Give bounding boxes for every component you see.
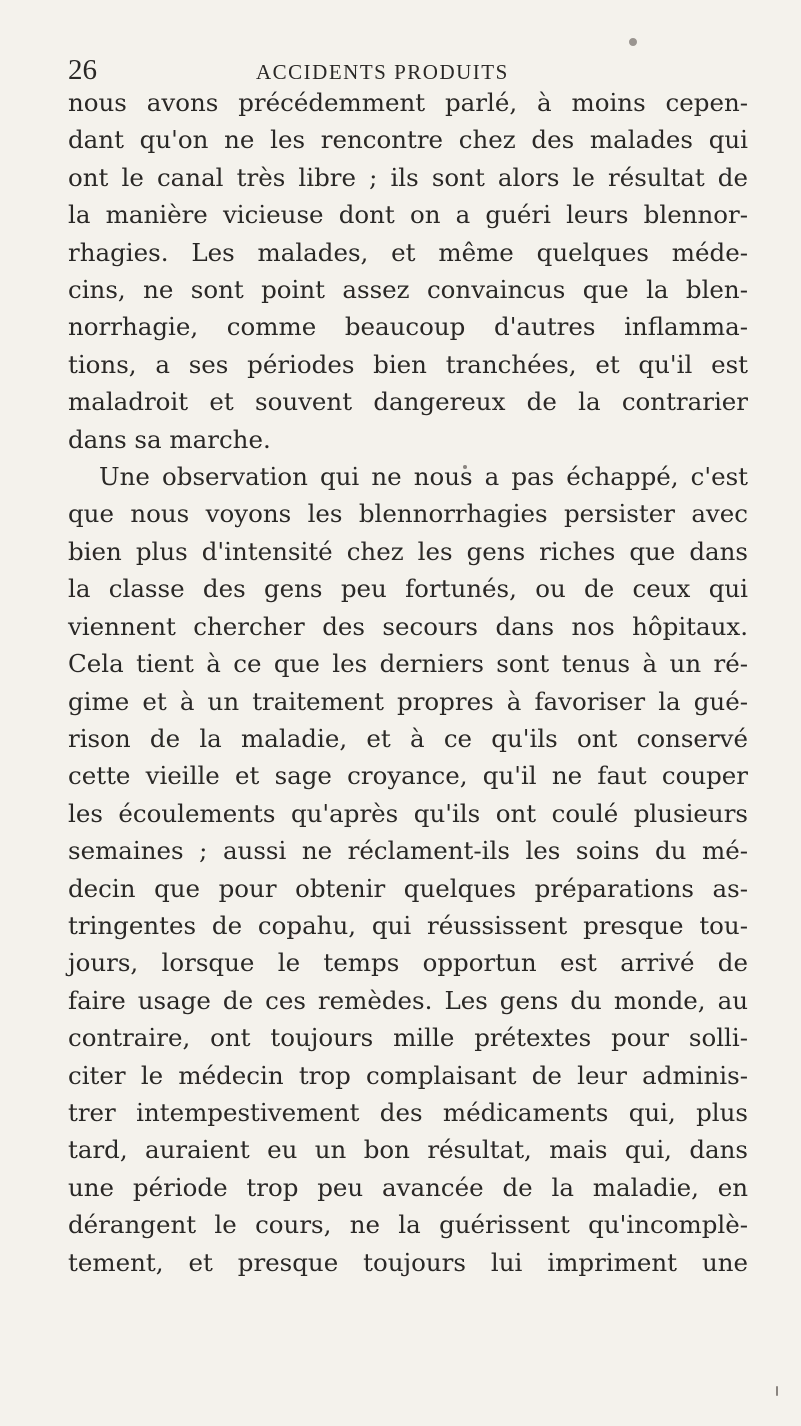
running-title: ACCIDENTS PRODUITS <box>256 60 509 84</box>
text-line: rison de la maladie, et à ce qu'ils ont conservé <box>68 723 748 753</box>
text-line: citer le médecin trop complaisant de leur adminis- <box>68 1060 748 1090</box>
text-line: tement, et presque toujours lui impriment une <box>68 1247 748 1277</box>
text-line: cins, ne sont point assez convaincus que la blen- <box>68 275 748 305</box>
body-text <box>68 84 748 1281</box>
text-line: maladroit et souvent dangereux de la contrarier <box>68 387 748 417</box>
text-line: tard, auraient eu un bon résultat, mais qui, dans <box>68 1135 748 1165</box>
text-line: la classe des gens peu fortunés, ou de ceux qui <box>68 574 748 604</box>
text-line: semaines ; aussi ne réclament-ils les soins du mé- <box>68 836 748 866</box>
text-line: trer intempestivement des médicaments qui, plus <box>68 1097 748 1127</box>
text-line: une période trop peu avancée de la maladie, en <box>68 1172 748 1202</box>
text-line: viennent chercher des secours dans nos hôpitaux. <box>68 611 748 641</box>
text-line: dérangent le cours, ne la guérissent qu'incomplè- <box>68 1210 748 1240</box>
text-line: ont le canal très libre ; ils sont alors le résultat de <box>68 162 748 192</box>
text-line: jours, lorsque le temps opportun est arrivé de <box>68 948 748 978</box>
paragraph-end-line: dans sa marche. <box>68 424 271 454</box>
text-line: tringentes de copahu, qui réussissent presque tou- <box>68 910 748 940</box>
ink-speck-ornament <box>629 38 637 46</box>
page-number: 26 <box>68 54 97 86</box>
text-line: faire usage de ces remèdes. Les gens du monde, au <box>68 985 748 1015</box>
text-line: dant qu'on ne les rencontre chez des malades qui <box>68 125 748 155</box>
text-line: rhagies. Les malades, et même quelques méde- <box>68 237 748 267</box>
text-line: gime et à un traitement propres à favoriser la gué- <box>68 686 748 716</box>
text-line: decin que pour obtenir quelques préparations as- <box>68 873 748 903</box>
text-line: cette vieille et sage croyance, qu'il ne faut couper <box>68 761 748 791</box>
text-line: que nous voyons les blennorrhagies persister avec <box>68 499 748 529</box>
text-line: la manière vicieuse dont on a guéri leurs blennor- <box>68 200 748 230</box>
ink-speck <box>776 1386 778 1396</box>
text-line: bien plus d'intensité chez les gens riches que dans <box>68 536 748 566</box>
text-line: Cela tient à ce que les derniers sont tenus à un ré- <box>68 649 748 679</box>
text-line: nous avons précédemment parlé, à moins cepen- <box>68 88 748 117</box>
text-line: norrhagie, comme beaucoup d'autres inflamma- <box>68 312 748 342</box>
text-line: les écoulements qu'après qu'ils ont coulé plusieurs <box>68 798 748 828</box>
paragraph-start-line: Une observation qui ne nous a pas échappé, c'est <box>99 462 748 492</box>
text-line: contraire, ont toujours mille prétextes pour solli- <box>68 1023 748 1053</box>
text-line: tions, a ses périodes bien tranchées, et qu'il est <box>68 349 748 379</box>
